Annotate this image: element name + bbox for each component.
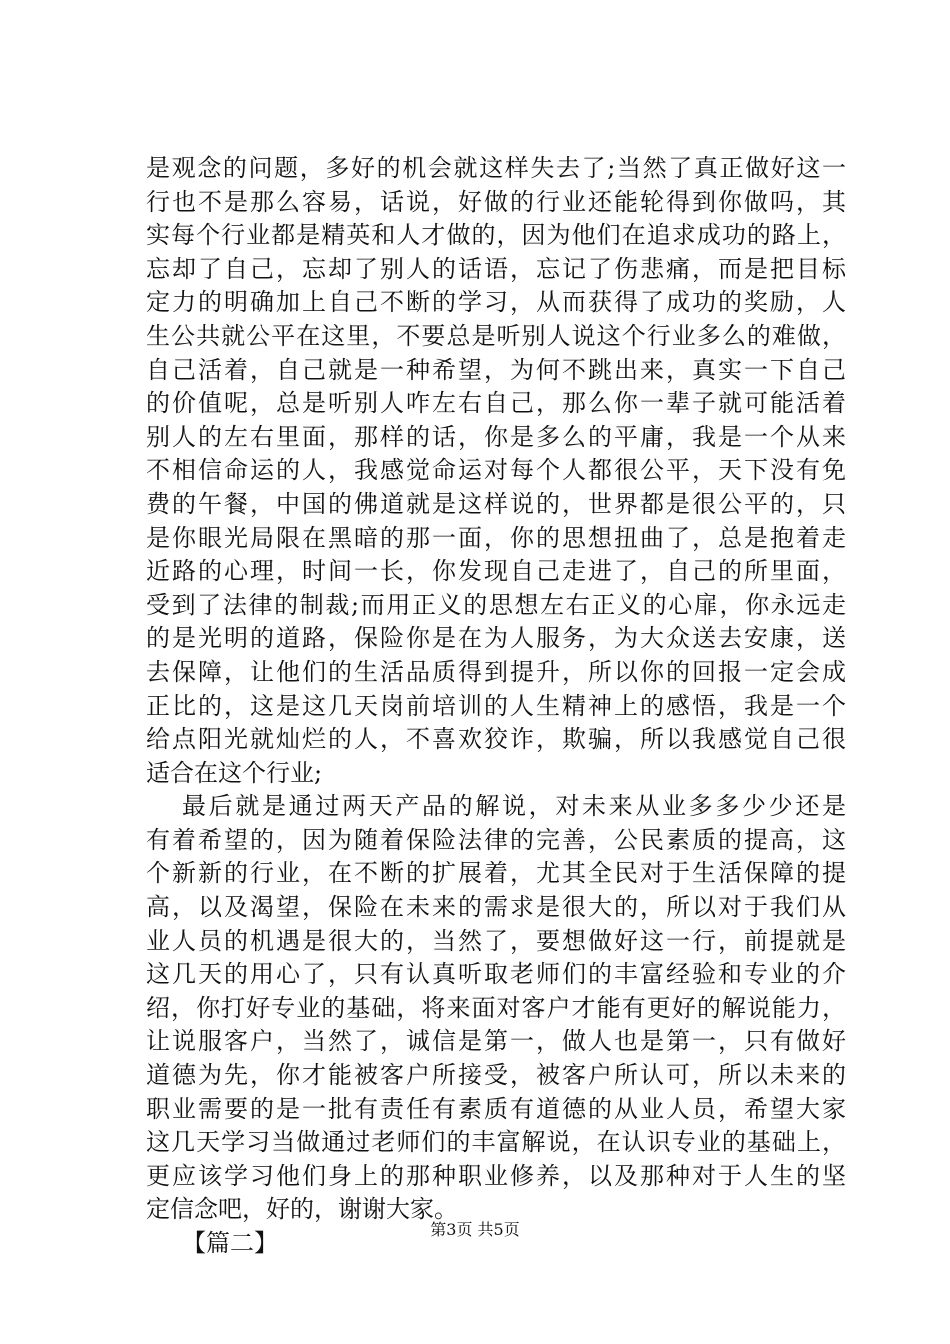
text-line: 的价值呢，总是听别人咋左右自己，那么你一辈子就可能活着 [146,389,846,418]
text-line: 别人的左右里面，那样的话，你是多么的平庸，我是一个从来 [146,422,846,451]
text-line: 绍，你打好专业的基础，将来面对客户才能有更好的解说能力， [146,993,846,1022]
body-text [146,152,846,1261]
text-line: 去保障，让他们的生活品质得到提升，所以你的回报一定会成 [146,657,846,686]
text-line: 忘却了自己，忘却了别人的话语，忘记了伤悲痛，而是把目标 [146,254,846,283]
text-line: 高，以及渴望，保险在未来的需求是很大的，所以对于我们从 [146,893,846,922]
text-line: 让说服客户，当然了，诚信是第一，做人也是第一，只有做好 [146,1027,846,1056]
text-line: 给点阳光就灿烂的人，不喜欢狡诈，欺骗，所以我感觉自己很 [146,725,846,754]
text-line: 是观念的问题，多好的机会就这样失去了;当然了真正做好这一 [146,154,846,182]
text-line: 道德为先，你才能被客户所接受，被客户所认可，所以未来的 [146,1061,846,1090]
text-line: 有着希望的，因为随着保险法律的完善，公民素质的提高，这 [146,825,846,854]
text-line: 更应该学习他们身上的那种职业修养，以及那种对于人生的坚 [146,1161,846,1190]
text-line: 正比的，这是这几天岗前培训的人生精神上的感悟，我是一个 [146,691,846,720]
text-line: 的是光明的道路，保险你是在为人服务，为大众送去安康，送 [146,624,846,653]
text-line: 这几天的用心了，只有认真听取老师们的丰富经验和专业的介 [146,960,846,989]
text-line: 生公共就公平在这里，不要总是听别人说这个行业多么的难做， [146,321,846,350]
text-line: 定信念吧，好的，谢谢大家。 [146,1195,458,1224]
text-line: 自己活着，自己就是一种希望，为何不跳出来，真实一下自己 [146,355,846,384]
text-line: 不相信命运的人，我感觉命运对每个人都很公平，天下没有免 [146,456,846,485]
text-line: 是你眼光局限在黑暗的那一面，你的思想扭曲了，总是抱着走 [146,523,846,552]
text-line: 业人员的机遇是很大的，当然了，要想做好这一行，前提就是 [146,926,846,955]
text-line: 实每个行业都是精英和人才做的，因为他们在追求成功的路上， [146,221,846,250]
page-number-footer: 第3页 共5页 [430,1220,520,1239]
text-line: 近路的心理，时间一长，你发现自己走进了，自己的所里面， [146,557,846,586]
text-line: 这几天学习当做通过老师们的丰富解说，在认识专业的基础上， [146,1128,846,1157]
text-line: 定力的明确加上自己不断的学习，从而获得了成功的奖励，人 [146,288,846,317]
text-line: 职业需要的是一批有责任有素质有道德的从业人员，希望大家 [146,1094,846,1123]
text-line: 费的午餐，中国的佛道就是这样说的，世界都是很公平的，只 [146,489,846,518]
text-line: 受到了法律的制裁;而用正义的思想左右正义的心扉，你永远走 [146,590,846,619]
text-line: 最后就是通过两天产品的解说，对未来从业多多少少还是 [182,792,846,821]
text-line: 个新新的行业，在不断的扩展着，尤其全民对于生活保障的提 [146,859,846,888]
text-line: 行也不是那么容易，话说，好做的行业还能轮得到你做吗，其 [146,187,846,216]
section-heading: 【篇二】 [182,1229,278,1257]
text-line: 适合在这个行业; [146,758,323,787]
